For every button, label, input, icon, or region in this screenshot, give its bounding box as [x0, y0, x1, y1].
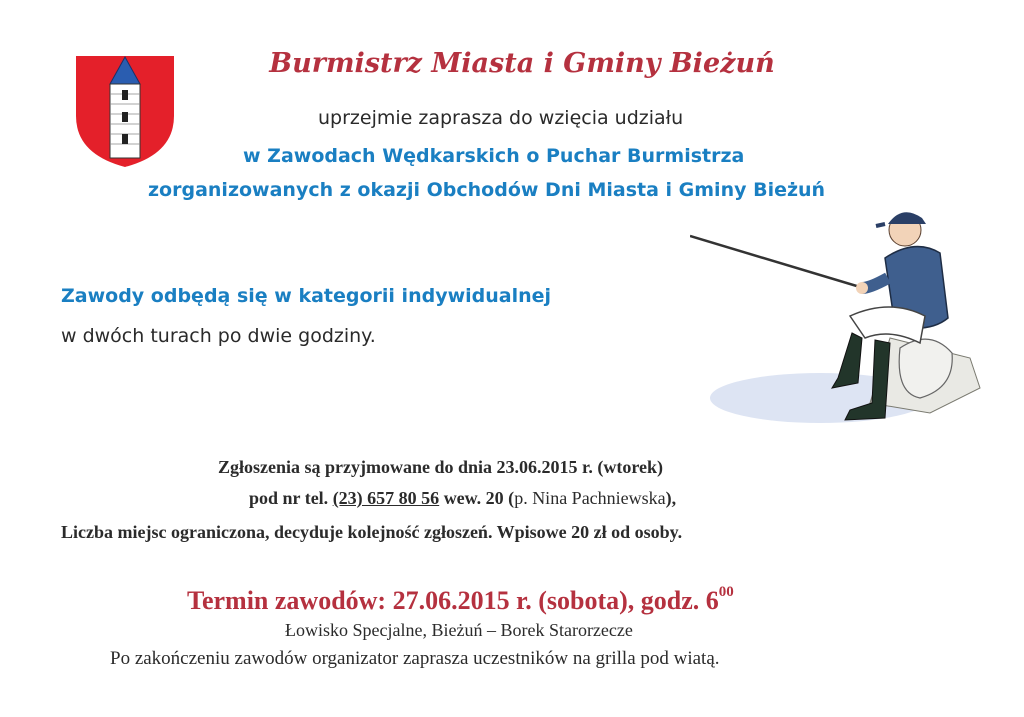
- competition-date: [187, 586, 734, 616]
- invitation-text: uprzejmie zaprasza do wzięcia udziału: [318, 107, 684, 129]
- competition-location: Łowisko Specjalne, Bieżuń – Borek Starorzecze: [285, 620, 633, 640]
- page-title: Burmistrz Miasta i Gminy Bieżuń: [269, 48, 775, 79]
- event-name: w Zawodach Wędkarskich o Puchar Burmistrza: [243, 145, 745, 167]
- phone-prefix: pod nr tel.: [249, 488, 329, 508]
- phone-extension-close: ),: [665, 488, 677, 508]
- fisherman-illustration: [690, 198, 990, 433]
- phone-extension: wew. 20 (: [443, 488, 515, 508]
- registration-phone-line: [249, 488, 676, 509]
- category-text: Zawody odbędą się w kategorii indywidualnej: [61, 285, 552, 307]
- grill-invitation: Po zakończeniu zawodów organizator zaprasza uczestników na grilla pod wiatą.: [110, 648, 720, 669]
- contact-person: p. Nina Pachniewska: [514, 488, 666, 508]
- competition-date-text: Termin zawodów: 27.06.2015 r. (sobota), godz. 6: [187, 586, 719, 615]
- event-occasion: zorganizowanych z okazji Obchodów Dni Miasta i Gminy Bieżuń: [148, 179, 826, 201]
- registration-limit: Liczba miejsc ograniczona, decyduje kolejność zgłoszeń. Wpisowe 20 zł od osoby.: [61, 522, 683, 542]
- registration-deadline: Zgłoszenia są przyjmowane do dnia 23.06.2015 r. (wtorek): [218, 457, 663, 477]
- phone-number: (23) 657 80 56: [332, 488, 440, 508]
- rounds-text: w dwóch turach po dwie godziny.: [61, 325, 376, 347]
- competition-time-superscript: 00: [718, 584, 734, 601]
